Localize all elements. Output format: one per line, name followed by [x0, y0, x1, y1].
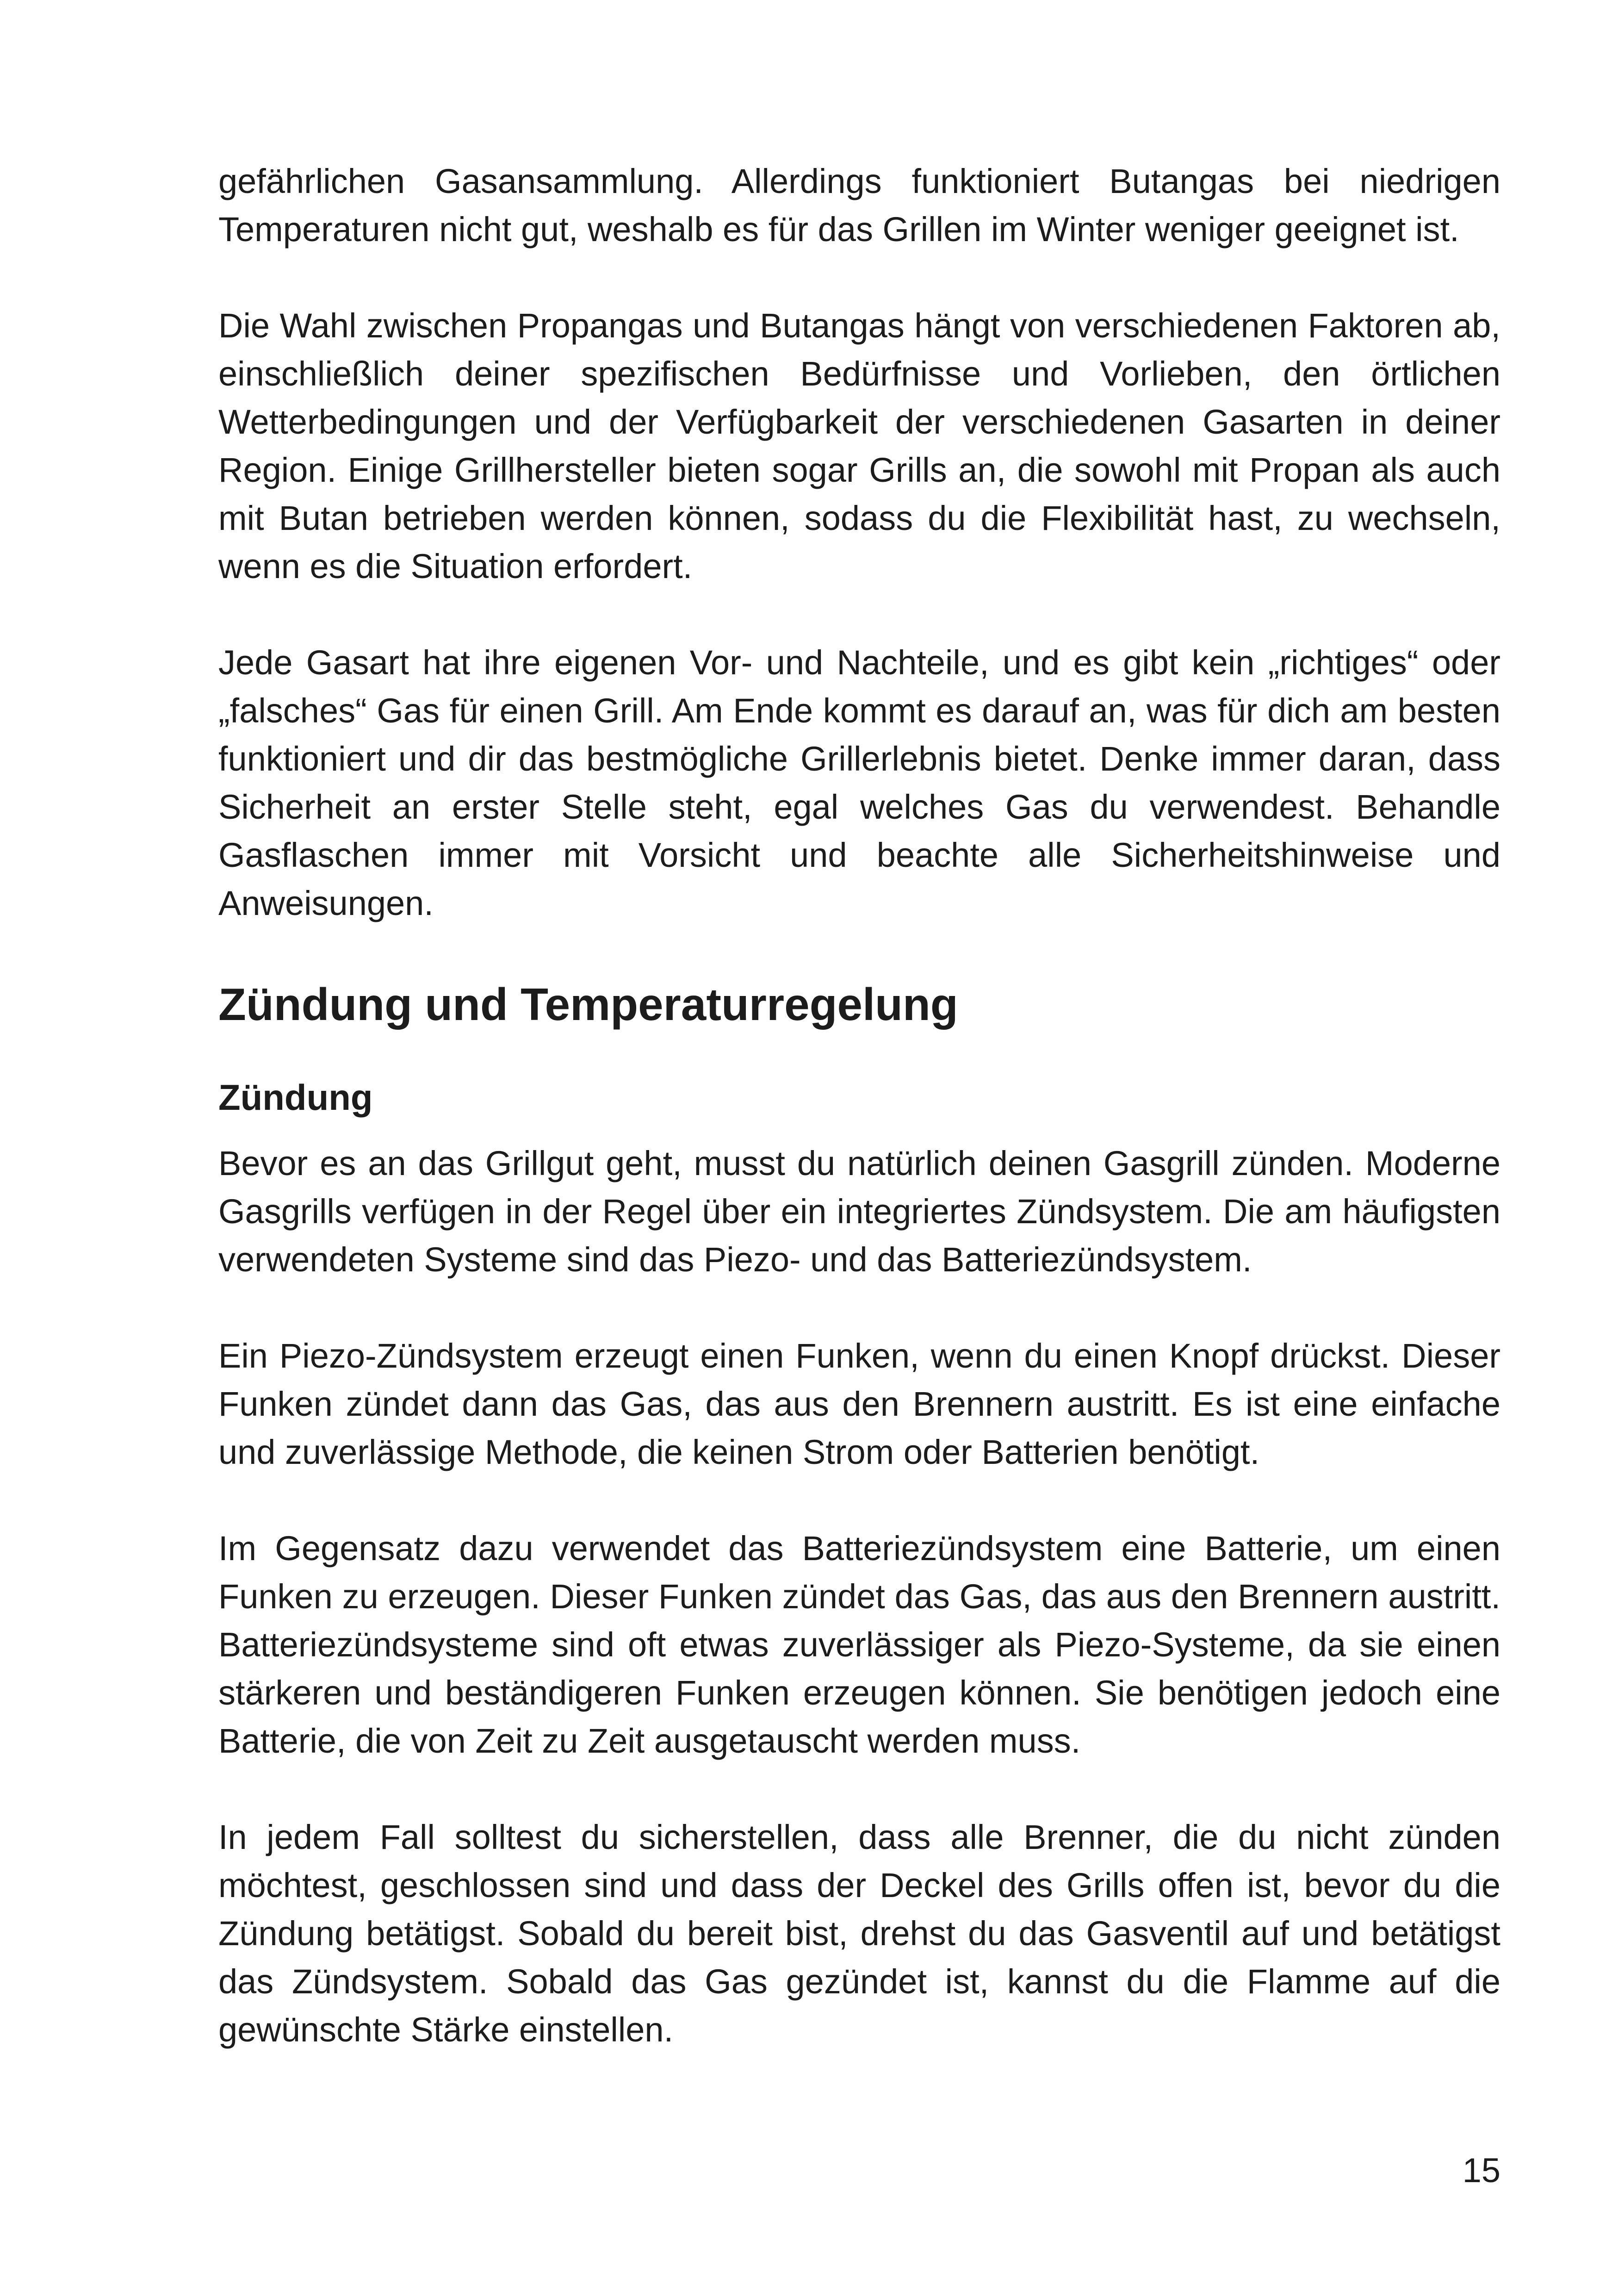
page-body — [218, 157, 1500, 2054]
section-heading: Zündung und Temperaturregelung — [218, 979, 958, 1030]
subsection-heading: Zündung — [218, 1077, 373, 1118]
paragraph-ignition-safety: In jedem Fall solltest du sicherstellen, dass alle Brenner, die du nicht zünden möchtest, geschlossen sind und dass der Deckel des Grills offen ist, bevor du die Zündung betätigst. Sobald du bereit bist, drehst du das Gasventil auf und betätigst das Zündsystem. Sobald das Gas gezündet ist, kannst du die Flamme auf die gewünschte Stärke einstellen. — [218, 1818, 1500, 2049]
page-number: 15 — [1462, 2151, 1500, 2190]
paragraph-piezo-ignition: Ein Piezo-Zündsystem erzeugt einen Funken, wenn du einen Knopf drückst. Dieser Funken zündet dann das Gas, das aus den Brennern austritt. Es ist eine einfache und zuverlässige Methode, die keinen Strom oder Batterien benötigt. — [218, 1337, 1500, 1471]
paragraph-gas-pros-cons: Jede Gasart hat ihre eigenen Vor- und Nachteile, und es gibt kein „richtiges“ oder „falsches“ Gas für einen Grill. Am Ende kommt es darauf an, was für dich am besten funktioniert und dir das bestmögliche Grillerlebnis bietet. Denke immer daran, dass Sicherheit an erster Stelle steht, egal welches Gas du verwendest. Behandle Gasflaschen immer mit Vorsicht und beachte alle Sicherheitshinweise und Anweisungen. — [218, 643, 1500, 922]
paragraph-butane-cold: gefährlichen Gasansammlung. Allerdings funktioniert Butangas bei niedrigen Temperaturen nicht gut, weshalb es für das Grillen im Winter weniger geeignet ist. — [218, 162, 1500, 249]
paragraph-gas-choice: Die Wahl zwischen Propangas und Butangas hängt von verschiedenen Faktoren ab, einschließlich deiner spezifischen Bedürfnisse und Vorlieben, den örtlichen Wetterbedingungen und der Verfügbarkeit der verschiedenen Gasarten in deiner Region. Einige Grillhersteller bieten sogar Grills an, die sowohl mit Propan als auch mit Butan betrieben werden können, sodass du die Flexibilität hast, zu wechseln, wenn es die Situation erfordert. — [218, 306, 1500, 585]
paragraph-battery-ignition: Im Gegensatz dazu verwendet das Batteriezündsystem eine Batterie, um einen Funken zu erzeugen. Dieser Funken zündet das Gas, das aus den Brennern austritt. Batteriezündsysteme sind oft etwas zuverlässiger als Piezo-Systeme, da sie einen stärkeren und beständigeren Funken erzeugen können. Sie benötigen jedoch eine Batterie, die von Zeit zu Zeit ausgetauscht werden muss. — [218, 1529, 1500, 1760]
paragraph-ignition-intro: Bevor es an das Grillgut geht, musst du natürlich deinen Gasgrill zünden. Moderne Gasgrills verfügen in der Regel über ein integriertes Zündsystem. Die am häufigsten verwendeten Systeme sind das Piezo- und das Batteriezündsystem. — [218, 1144, 1500, 1279]
